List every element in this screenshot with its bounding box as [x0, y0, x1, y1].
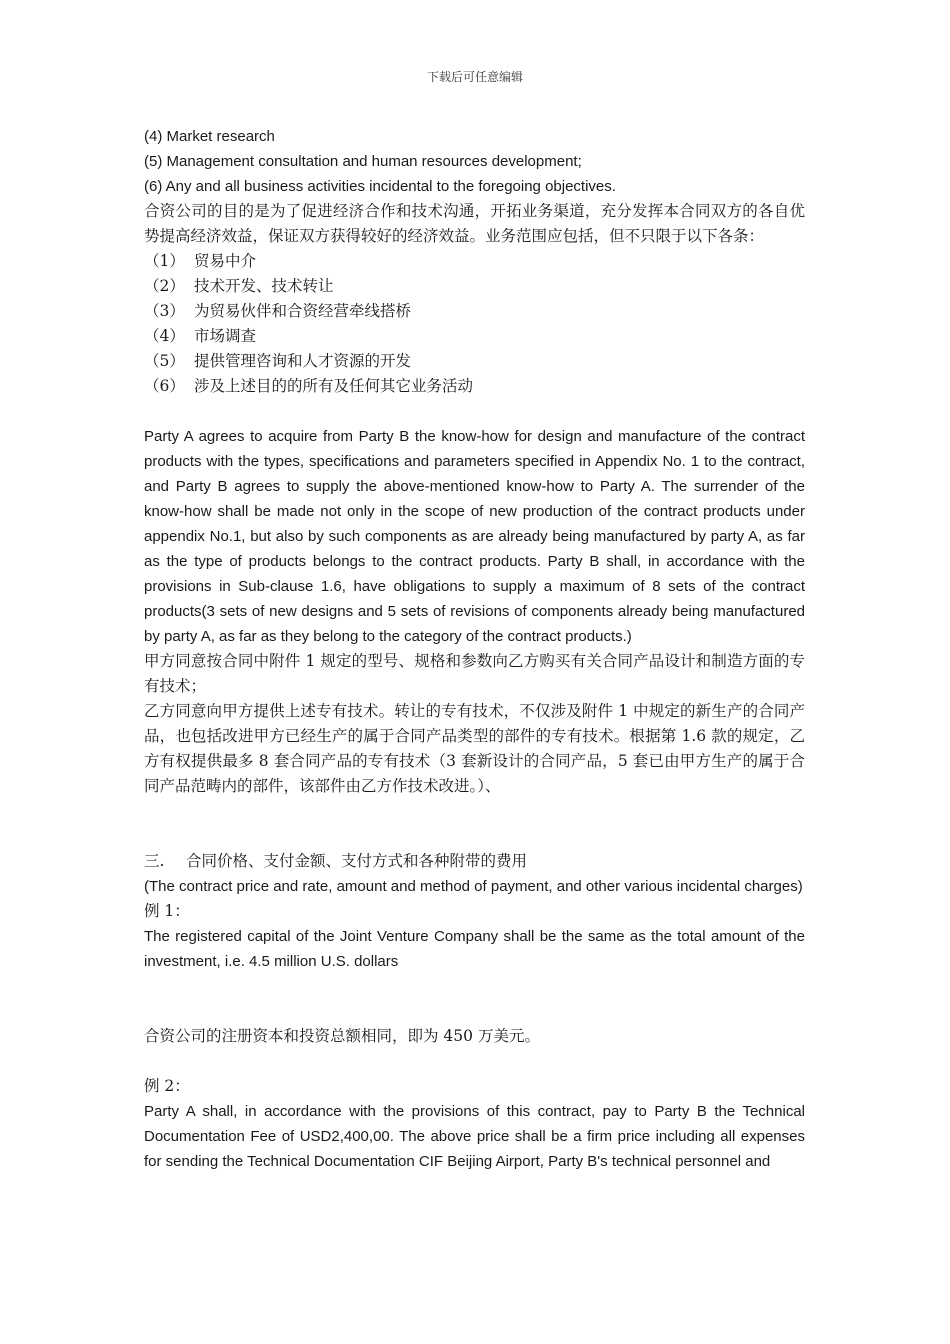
scope-en-item: (4) Market research [144, 128, 275, 145]
example-en-text: The registered capital of the Joint Venture Company shall be the same as the total amount of the investment, i.e. 4.5 million U.S. dollars [144, 928, 805, 970]
scope-en-item: (5) Management consultation and human resources development; [144, 153, 582, 170]
item-text: 为贸易伙伴和合资经营牵线搭桥 [194, 302, 412, 320]
item-number: （2） [144, 277, 185, 295]
item-number: （5） [144, 352, 185, 370]
item-text: 涉及上述目的的所有及任何其它业务活动 [194, 377, 474, 395]
item-number: （4） [144, 327, 185, 345]
item-text: 市场调查 [194, 327, 257, 345]
item-text: 贸易中介 [194, 252, 257, 270]
item-text: 技术开发、技术转让 [194, 277, 334, 295]
item-text: 提供管理咨询和人才资源的开发 [194, 352, 412, 370]
spacer [144, 399, 805, 424]
item-number: （6） [144, 377, 185, 395]
section-heading [144, 849, 805, 874]
example-label: 例 2： [144, 1077, 190, 1095]
spacer [144, 974, 805, 1024]
scope-cn-item [144, 249, 805, 274]
scope-cn-item [144, 299, 805, 324]
knowhow-cn-paragraph-2: 乙方同意向甲方提供上述专有技术。转让的专有技术，不仅涉及附件 1 中规定的新生产的合同产品，也包括改进甲方已经生产的属于合同产品类型的部件的专有技术。根据第 1.6 款的规定，乙方有权提供最多 8 套合同产品的专有技术（3 套新设计的合同产品，5 套已由甲方生产的属于合同产品范畴内的部件，该部件由乙方作技术改进。）、 [144, 702, 805, 795]
item-number: （1） [144, 252, 185, 270]
spacer [144, 799, 805, 849]
document-body [144, 124, 805, 1174]
item-number: （3） [144, 302, 185, 320]
example-en-text: Party A shall, in accordance with the provisions of this contract, pay to Party B the Technical Documentation Fee of USD2,400,00. The above price shall be a firm price including all expenses for sending the Technical Documentation CIF Beijing Airport, Party B's technical personnel and [144, 1103, 805, 1170]
section-subtitle: (The contract price and rate, amount and method of payment, and other various incidental charges) [144, 878, 803, 895]
example-cn-text: 合资公司的注册资本和投资总额相同，即为 450 万美元。 [144, 1027, 540, 1045]
scope-cn-item [144, 274, 805, 299]
page-header: 下载后可任意编辑 [426, 70, 523, 84]
knowhow-en-paragraph: Party A agrees to acquire from Party B the know-how for design and manufacture of the contract products with the types, specifications and parameters specified in Appendix No. 1 to the contract, and Party B agrees to supply the above-mentioned know-how to Party A. The surrender of the know-how shall be made not only in the scope of new production of the contract products under appendix No.1, but also by such components as are already being manufactured by party A, as far as the type of products belongs to the contract products. Party B shall, in accordance with the provisions in Sub-clause 1.6, have obligations to supply a maximum of 8 sets of the contract products(3 sets of new designs and 5 sets of revisions of components already being manufactured by party A, as far as they belong to the category of the contract products.) [144, 428, 805, 645]
knowhow-cn-paragraph-1: 甲方同意按合同中附件 1 规定的型号、规格和参数向乙方购买有关合同产品设计和制造方面的专有技术； [144, 652, 805, 695]
section-title: 合同价格、支付金额、支付方式和各种附带的费用 [186, 852, 528, 870]
example-label: 例 1： [144, 902, 190, 920]
scope-cn-item [144, 324, 805, 349]
scope-en-item: (6) Any and all business activities incidental to the foregoing objectives. [144, 178, 616, 195]
section-number: 三. [144, 852, 165, 870]
scope-cn-intro: 合资公司的目的是为了促进经济合作和技术沟通，开拓业务渠道，充分发挥本合同双方的各自优势提高经济效益，保证双方获得较好的经济效益。业务范围应包括，但不只限于以下各条： [144, 202, 805, 245]
scope-cn-item [144, 374, 805, 399]
spacer [144, 1049, 805, 1074]
scope-cn-item [144, 349, 805, 374]
